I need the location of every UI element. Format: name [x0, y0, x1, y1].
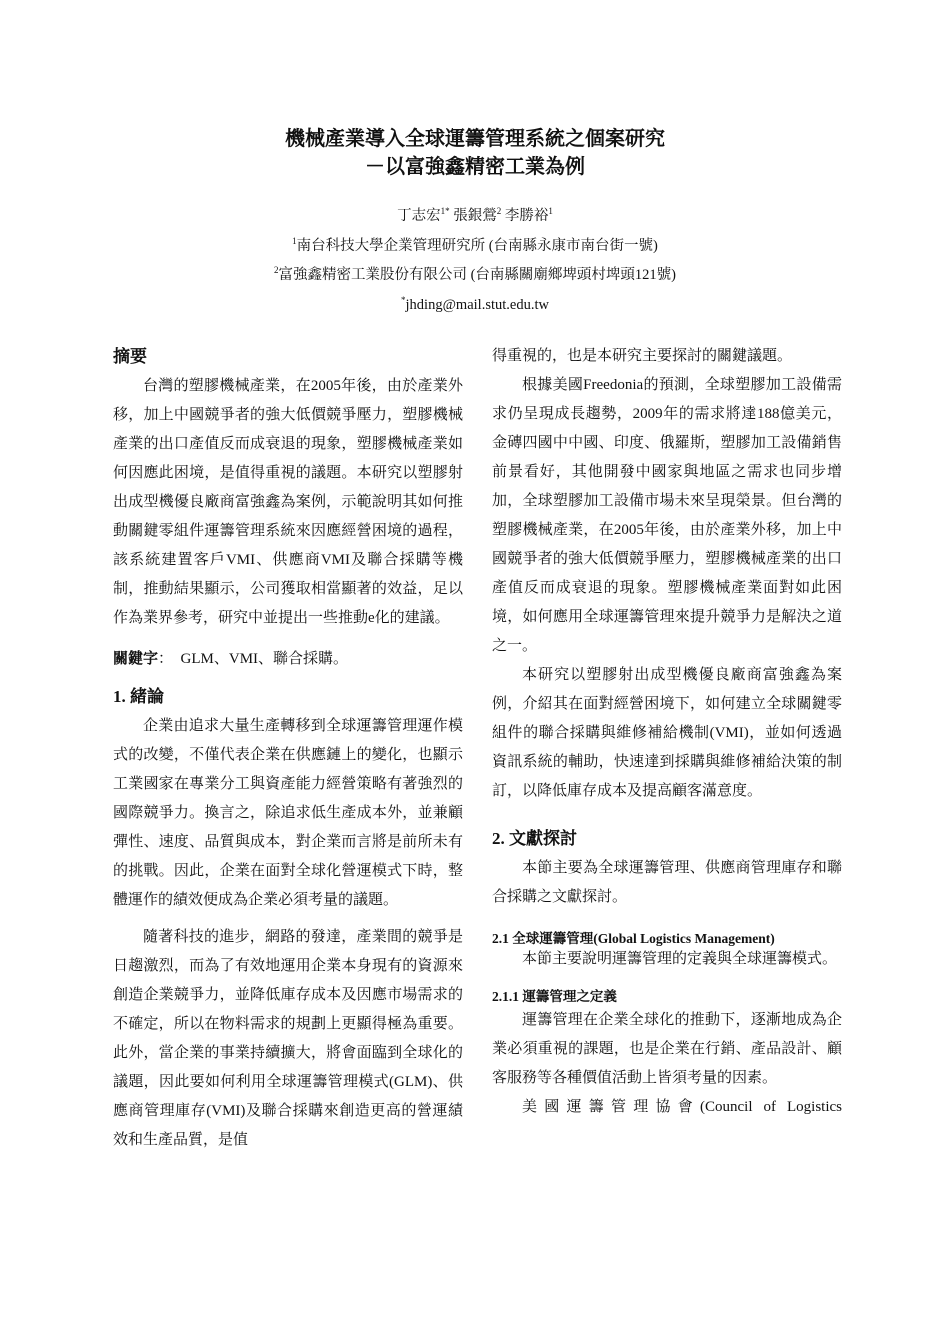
email-sup: *: [401, 295, 406, 306]
affiliation-sup: 2: [273, 265, 279, 276]
subsection-2-1-1-heading: 2.1.1 運籌管理之定義: [492, 989, 617, 1004]
keywords-label: 關鍵字: [113, 651, 159, 667]
section1-heading: 1. 緒論: [113, 687, 164, 706]
contact-email: [0, 295, 950, 315]
abstract-heading: 摘要: [113, 347, 147, 366]
section1-para2: 隨著科技的進步，網路的發達，產業間的競爭是日趨激烈，而為了有效地運用企業本身現有的資源來創造企業競爭力，並降低庫存成本及因應市場需求的不確定，所以在物料需求的規劃上更顯得極為重要。此外，當企業的事業持續擴大，將會面臨到全球化的議題，因此要如何利用全球運籌管理模式(GLM)、供應商管理庫存(VMI)及聯合採購來創造更高的營運績效和生產品質，是值: [113, 929, 463, 1148]
section1-para3: 根據美國Freedonia的預測，全球塑膠加工設備需求仍呈現成長趨勢，2009年的需求將達188億美元，金磚四國中中國、印度、俄羅斯，塑膠加工設備銷售前景看好，其他開發中國家與地區之需求也同步增加，全球塑膠加工設備市場未來呈現榮景。但台灣的塑膠機械產業，在2005年後，由於產業外移，加上中國競爭者的強大低價競爭壓力，塑膠機械產業的出口產值反而成衰退的現象。塑膠機械產業面對如此困境，如何應用全球運籌管理來提升競爭力是解決之道之一。: [492, 377, 842, 654]
keywords-sep: ：: [158, 651, 174, 667]
subsection-2-1-1-text2: 美國運籌管理協會(Council of Logistics: [522, 1099, 842, 1115]
left-column: [113, 342, 463, 1155]
email-text: jhding@mail.stut.edu.tw: [405, 297, 549, 313]
author-name: 張銀鶯: [453, 208, 497, 224]
section1-para4: 本研究以塑膠射出成型機優良廠商富強鑫為案例，介紹其在面對經營困境下，如何建立全球關鍵零組件的聯合採購與維修補給機制(VMI)，並如何透過資訊系統的輔助，快速達到採購與維修補給決策的制訂，以降低庫存成本及提高顧客滿意度。: [492, 667, 842, 799]
keywords-line: [113, 645, 463, 674]
author-name: 李勝裕: [504, 208, 549, 224]
author-name: 丁志宏: [397, 208, 441, 224]
affiliation-2: [0, 265, 950, 285]
author-sup: 1: [548, 206, 553, 217]
author-sup: 2: [496, 206, 502, 217]
affiliation-text: 富強鑫精密工業股份有限公司 (台南縣關廟鄉埤頭村埤頭121號): [278, 267, 677, 283]
author-list: [0, 206, 950, 226]
author-sup: 1*: [440, 206, 450, 217]
affiliation-text: 南台科技大學企業管理研究所 (台南縣永康市南台街一號): [296, 238, 658, 254]
subsection-2-1-heading: 2.1 全球運籌管理(Global Logistics Management): [492, 931, 775, 946]
affiliation-1: [0, 236, 950, 256]
section1-para1: 企業由追求大量生產轉移到全球運籌管理運作模式的改變，不僅代表企業在供應鏈上的變化，也顯示工業國家在專業分工與資產能力經營策略有著強烈的國際競爭力。換言之，除追求低生產成本外，並兼顧彈性、速度、品質與成本，對企業而言將是前所未有的挑戰。因此，企業在面對全球化營運模式下時，整體運作的績效便成為企業必須考量的議題。: [113, 718, 463, 908]
subsection-2-1-text: 本節主要說明運籌管理的定義與全球運籌模式。: [522, 951, 838, 967]
abstract-text: 台灣的塑膠機械產業，在2005年後，由於產業外移，加上中國競爭者的強大低價競爭壓力，塑膠機械產業的出口產值反而成衰退的現象，塑膠機械產業如何因應此困境，是值得重視的議題。本研究以塑膠射出成型機優良廠商富強鑫為案例，示範說明其如何推動關鍵零組件運籌管理系統來因應經營困境的過程，該系統建置客戶VMI、供應商VMI及聯合採購等機制，推動結果顯示，公司獲取相當顯著的效益，足以作為業界參考，研究中並提出一些推動e化的建議。: [113, 378, 463, 626]
paper-title-line1: 機械產業導入全球運籌管理系統之個案研究: [285, 128, 665, 150]
subsection-2-1-1-text: 運籌管理在企業全球化的推動下，逐漸地成為企業必須重視的課題，也是企業在行銷、產品設計、顧客服務等各種價值活動上皆須考量的因素。: [492, 1012, 842, 1086]
right-column: [492, 342, 842, 1122]
section1-para2-cont: 得重視的，也是本研究主要探討的關鍵議題。: [492, 348, 793, 364]
affiliation-sup: 1: [292, 236, 297, 247]
paper-title-line2: －以富強鑫精密工業為例: [365, 156, 585, 178]
section2-heading: 2. 文獻探討: [492, 829, 577, 848]
keywords-text: GLM、VMI、聯合採購。: [180, 651, 349, 667]
section2-intro: 本節主要為全球運籌管理、供應商管理庫存和聯合採購之文獻探討。: [492, 860, 842, 905]
